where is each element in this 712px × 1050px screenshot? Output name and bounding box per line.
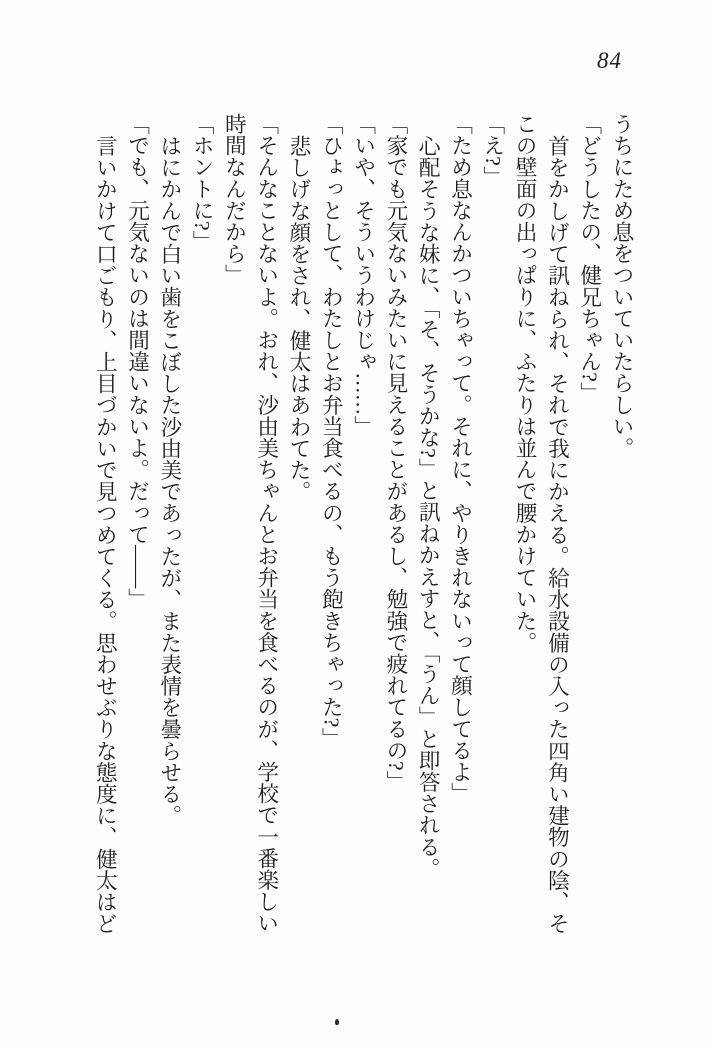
- paragraph: 悲しげな顔をされ、健太はあわてた。: [287, 134, 312, 502]
- paragraph: 首をかしげて訊ねられ、それで我にかえる。給水設備の入った四角い建物の陰、そこの壁面の出っぱりに、ふたりは並んで腰かけていた。: [513, 113, 570, 934]
- paragraph: はにかんで白い歯をこぼした沙由美であったが、また表情を曇らせる。: [157, 134, 182, 826]
- paragraph: 「家でも元気ないみたいに見えることがあるし、勉強で疲れてるの?」: [383, 113, 408, 793]
- text-block: [76, 113, 638, 936]
- paragraph: 「でも、元気ないのは間違いないよ。だって――」: [125, 113, 150, 610]
- paragraph: 「いや、そういうわけじゃ……」: [351, 113, 376, 437]
- ink-dot-mark: [335, 1019, 339, 1025]
- paragraph: 「え?」: [480, 113, 505, 188]
- paragraph: 言いかけて口ごもり、上目づかいで見つめてくる。思わせぶりな態度に、健太はど: [93, 134, 118, 934]
- paragraph: うちにため息をついていたらしい。: [610, 113, 634, 459]
- paragraph: 「ホントに?」: [190, 113, 215, 253]
- paragraph: 「ひょっとして、わたしとお弁当食べるの、もう飽きちゃった?」: [319, 113, 344, 749]
- paragraph: 「どうしたの、健兄ちゃん?」: [577, 113, 602, 404]
- paragraph: 「ため息なんかついちゃって。それに、やりきれないって顔してるよ」: [448, 113, 473, 805]
- paragraph: 心配そうな妹に、「そ、そうかな?」と訊ねかえすと、「うん」と即答される。: [416, 134, 441, 879]
- page-number: 84: [597, 48, 622, 73]
- paragraph: 「そんなことないよ。おれ、沙由美ちゃんとお弁当を食べるのが、学校で一番楽しい時間なんだから」: [222, 113, 279, 934]
